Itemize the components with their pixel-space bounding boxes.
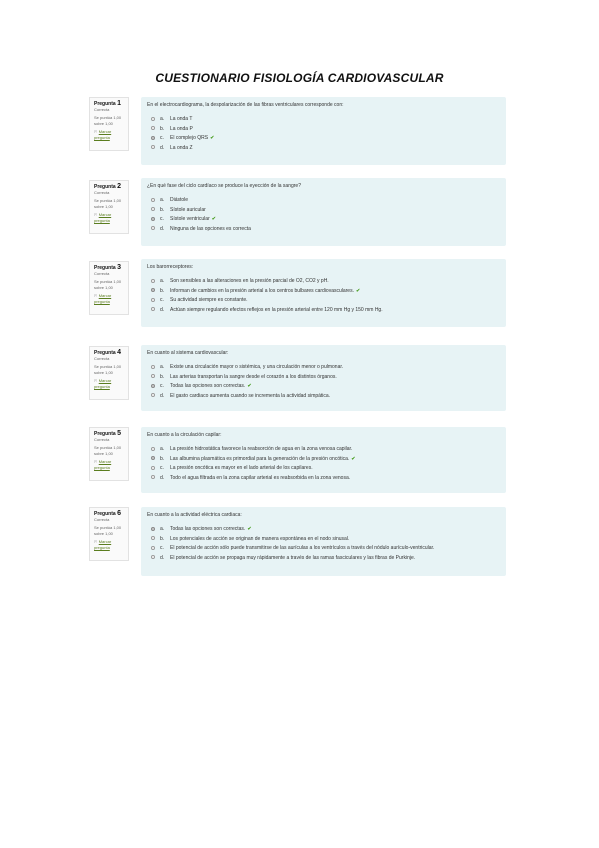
answer-option[interactable]: b. Las arterias transportan la sangre desde el corazón a los distintos órganos. — [147, 373, 500, 383]
answer-text: Diástole — [170, 197, 189, 203]
radio-button[interactable] — [151, 126, 155, 130]
answer-text: Todas las opciones son correctas. — [170, 526, 246, 532]
answer-text: Todas las opciones son correctas. — [170, 383, 246, 389]
check-icon: ✔ — [351, 455, 356, 462]
answer-option[interactable]: c. El potencial de acción sólo puede transmitirse de las aurículas a los ventrículos a través del nódulo aurículo-ventricular. — [147, 544, 500, 554]
answer-text: El complejo QRS — [170, 135, 209, 141]
radio-button[interactable] — [151, 447, 155, 451]
answer-text: Las albumina plasmática es primordial para la generación de la presión oncótica. — [170, 455, 350, 462]
question-number: Pregunta 4 — [94, 349, 121, 356]
radio-button[interactable] — [151, 298, 155, 302]
answer-option[interactable]: b. Las albumina plasmática es primordial para la generación de la presión oncótica. ✔ — [147, 455, 500, 465]
question-content — [141, 345, 506, 411]
answer-option[interactable]: c. Todas las opciones son correctas. ✔ — [147, 382, 500, 392]
answer-option[interactable]: a. La onda T — [147, 115, 500, 125]
check-icon: ✔ — [355, 287, 361, 294]
answer-text: La onda T — [170, 116, 193, 122]
answer-option[interactable]: a. Todas las opciones son correctas. ✔ — [147, 525, 500, 535]
flag-question-link[interactable]: ⚐ Marcar pregunta — [94, 459, 112, 470]
question-score: Se puntúa 1,00 sobre 1,00 — [94, 279, 122, 290]
answer-text: Sístole auricular — [170, 206, 206, 213]
question-score: Se puntúa 1,00 sobre 1,00 — [94, 364, 122, 375]
question-content — [141, 178, 506, 246]
question-info — [89, 97, 129, 151]
question-text: Los barorreceptores: — [147, 264, 194, 270]
flag-question-link[interactable]: ⚐ Marcar pregunta — [94, 129, 112, 140]
radio-button[interactable] — [151, 136, 155, 140]
question-text: En el electrocardiograma, la despolarización de las fibras ventriculares corresponde con: — [147, 102, 344, 108]
radio-button[interactable] — [151, 466, 155, 470]
question-content — [141, 507, 506, 576]
answer-text: Ninguna de las opciones es correcta — [170, 225, 251, 232]
flag-icon: ⚐ — [94, 129, 98, 134]
question-status: Correcta — [94, 190, 110, 195]
answer-option[interactable]: d. El gasto cardiaco aumenta cuando se incrementa la actividad simpática. — [147, 392, 500, 402]
radio-button[interactable] — [151, 384, 155, 388]
answer-option[interactable]: a. Son sensibles a las alteraciones en la presión parcial de O2, CO2 y pH. — [147, 277, 500, 287]
answer-option[interactable]: b. Los potenciales de acción se originan de manera espontánea en el nodo sinusal. — [147, 535, 500, 545]
answer-option[interactable]: a. La presión hidrostática favorece la reabsorción de agua en la zona venosa capilar. — [147, 445, 500, 455]
question-number: Pregunta 3 — [94, 264, 121, 271]
answer-option[interactable]: a. Diástole — [147, 196, 500, 206]
check-icon: ✔ — [210, 135, 215, 141]
question-info — [89, 346, 129, 400]
radio-button[interactable] — [151, 217, 155, 221]
question-status: Correcta — [94, 437, 110, 442]
question-number: Pregunta 1 — [94, 100, 121, 107]
radio-button[interactable] — [151, 198, 155, 202]
radio-button[interactable] — [151, 536, 155, 540]
question-info — [89, 507, 129, 561]
question-score: Se puntúa 1,00 sobre 1,00 — [94, 198, 122, 209]
question-status: Correcta — [94, 517, 110, 522]
answer-text: Actúan siempre regulando efectos reflejos en la presión arterial entre 120 mm Hg y 150 mm Hg. — [170, 306, 383, 313]
radio-button[interactable] — [151, 207, 155, 211]
radio-button[interactable] — [151, 365, 155, 369]
radio-button[interactable] — [151, 226, 155, 230]
radio-button[interactable] — [151, 456, 155, 460]
radio-button[interactable] — [151, 279, 155, 283]
page-title: CUESTIONARIO FISIOLOGÍA CARDIOVASCULAR — [155, 71, 444, 85]
radio-button[interactable] — [151, 288, 155, 292]
question-score: Se puntúa 1,00 sobre 1,00 — [94, 525, 122, 536]
question-text: En cuanto a la circulación capilar: — [147, 432, 222, 438]
radio-button[interactable] — [151, 475, 155, 479]
radio-button[interactable] — [151, 117, 155, 121]
answer-option[interactable]: b. Sístole auricular — [147, 206, 500, 216]
question-number: Pregunta 5 — [94, 430, 121, 437]
question-content — [141, 259, 506, 327]
answer-option[interactable]: d. Todo el agua filtrada en la zona capilar arterial es reabsorbida en la zona venosa. — [147, 474, 500, 484]
question-info — [89, 180, 129, 234]
flag-icon: ⚐ — [94, 378, 98, 383]
flag-question-link[interactable]: ⚐ Marcar pregunta — [94, 293, 112, 304]
answer-option[interactable]: b. La onda P — [147, 125, 500, 135]
answer-option[interactable]: d. El potencial de acción se propaga muy rápidamente a través de las ramas fasciculares y las fibras de Purkinje. — [147, 554, 500, 564]
answer-text: La onda P — [170, 125, 193, 132]
answer-text: Su actividad siempre es constante. — [170, 297, 248, 303]
check-icon: ✔ — [247, 526, 252, 532]
question-content — [141, 427, 506, 493]
question-status: Correcta — [94, 271, 110, 276]
answer-text: Son sensibles a las alteraciones en la presión parcial de O2, CO2 y pH. — [170, 278, 329, 284]
question-number: Pregunta 2 — [94, 183, 121, 190]
flag-question-link[interactable]: ⚐ Marcar pregunta — [94, 539, 112, 550]
radio-button[interactable] — [151, 307, 155, 311]
answer-option[interactable]: c. La presión oncótica es mayor en el lado arterial de los capilares. — [147, 464, 500, 474]
answer-text: El potencial de acción se propaga muy rápidamente a través de las ramas fasciculares y las fibras de Purkinje. — [170, 554, 416, 561]
answer-option[interactable]: c. Sístole ventricular ✔ — [147, 215, 500, 225]
question-info — [89, 261, 129, 315]
radio-button[interactable] — [151, 145, 155, 149]
question-status: Correcta — [94, 356, 110, 361]
radio-button[interactable] — [151, 527, 155, 531]
question-text: En cuanto a la actividad eléctrica cardiaca: — [147, 512, 242, 518]
answer-option[interactable]: a. Existe una circulación mayor o sistémica, y una circulación menor o pulmonar. — [147, 363, 500, 373]
question-content — [141, 97, 506, 165]
flag-icon: ⚐ — [94, 539, 98, 544]
answer-text: El potencial de acción sólo puede transmitirse de las aurículas a los ventrículos a través del nódulo aurículo-ventricular. — [170, 545, 435, 551]
question-text: ¿En qué fase del ciclo cardíaco se produce la eyección de la sangre? — [147, 183, 301, 189]
answer-option[interactable]: d. Ninguna de las opciones es correcta — [147, 225, 500, 235]
answer-option[interactable]: b. Informan de cambios en la presión arterial a los centros bulbares cardiovasculares. ✔ — [147, 287, 500, 297]
answer-text: Sístole ventricular — [170, 216, 210, 222]
radio-button[interactable] — [151, 546, 155, 550]
answer-option[interactable]: c. El complejo QRS ✔ — [147, 134, 500, 144]
answer-text: La presión hidrostática favorece la reabsorción de agua en la zona venosa capilar. — [170, 446, 353, 452]
flag-icon: ⚐ — [94, 212, 98, 217]
question-score: Se puntúa 1,00 sobre 1,00 — [94, 445, 122, 456]
radio-button[interactable] — [151, 374, 155, 378]
radio-button[interactable] — [151, 555, 155, 559]
radio-button[interactable] — [151, 393, 155, 397]
check-icon: ✔ — [247, 383, 252, 389]
answer-text: Todo el agua filtrada en la zona capilar arterial es reabsorbida en la zona venosa. — [170, 474, 351, 481]
answer-text: La onda Z — [170, 144, 193, 151]
answer-text: Las arterias transportan la sangre desde el corazón a los distintos órganos. — [170, 373, 337, 380]
check-icon: ✔ — [211, 216, 216, 222]
question-text: En cuanto al sistema cardiovascular: — [147, 350, 229, 356]
flag-icon: ⚐ — [94, 293, 98, 298]
answer-text: Informan de cambios en la presión arterial a los centros bulbares cardiovasculares. — [170, 287, 354, 294]
answer-option[interactable]: d. Actúan siempre regulando efectos reflejos en la presión arterial entre 120 mm Hg y 150 mm Hg. — [147, 306, 500, 316]
question-status: Correcta — [94, 107, 110, 112]
question-score: Se puntúa 1,00 sobre 1,00 — [94, 115, 122, 126]
question-info — [89, 427, 129, 481]
answer-text: La presión oncótica es mayor en el lado arterial de los capilares. — [170, 465, 313, 471]
answer-option[interactable]: c. Su actividad siempre es constante. — [147, 296, 500, 306]
answer-text: Los potenciales de acción se originan de manera espontánea en el nodo sinusal. — [170, 535, 350, 542]
flag-question-link[interactable]: ⚐ Marcar pregunta — [94, 378, 112, 389]
answer-text: El gasto cardiaco aumenta cuando se incrementa la actividad simpática. — [170, 392, 331, 399]
flag-question-link[interactable]: ⚐ Marcar pregunta — [94, 212, 112, 223]
flag-icon: ⚐ — [94, 459, 98, 464]
question-number: Pregunta 6 — [94, 510, 121, 517]
answer-text: Existe una circulación mayor o sistémica, y una circulación menor o pulmonar. — [170, 364, 344, 370]
answer-option[interactable]: d. La onda Z — [147, 144, 500, 154]
